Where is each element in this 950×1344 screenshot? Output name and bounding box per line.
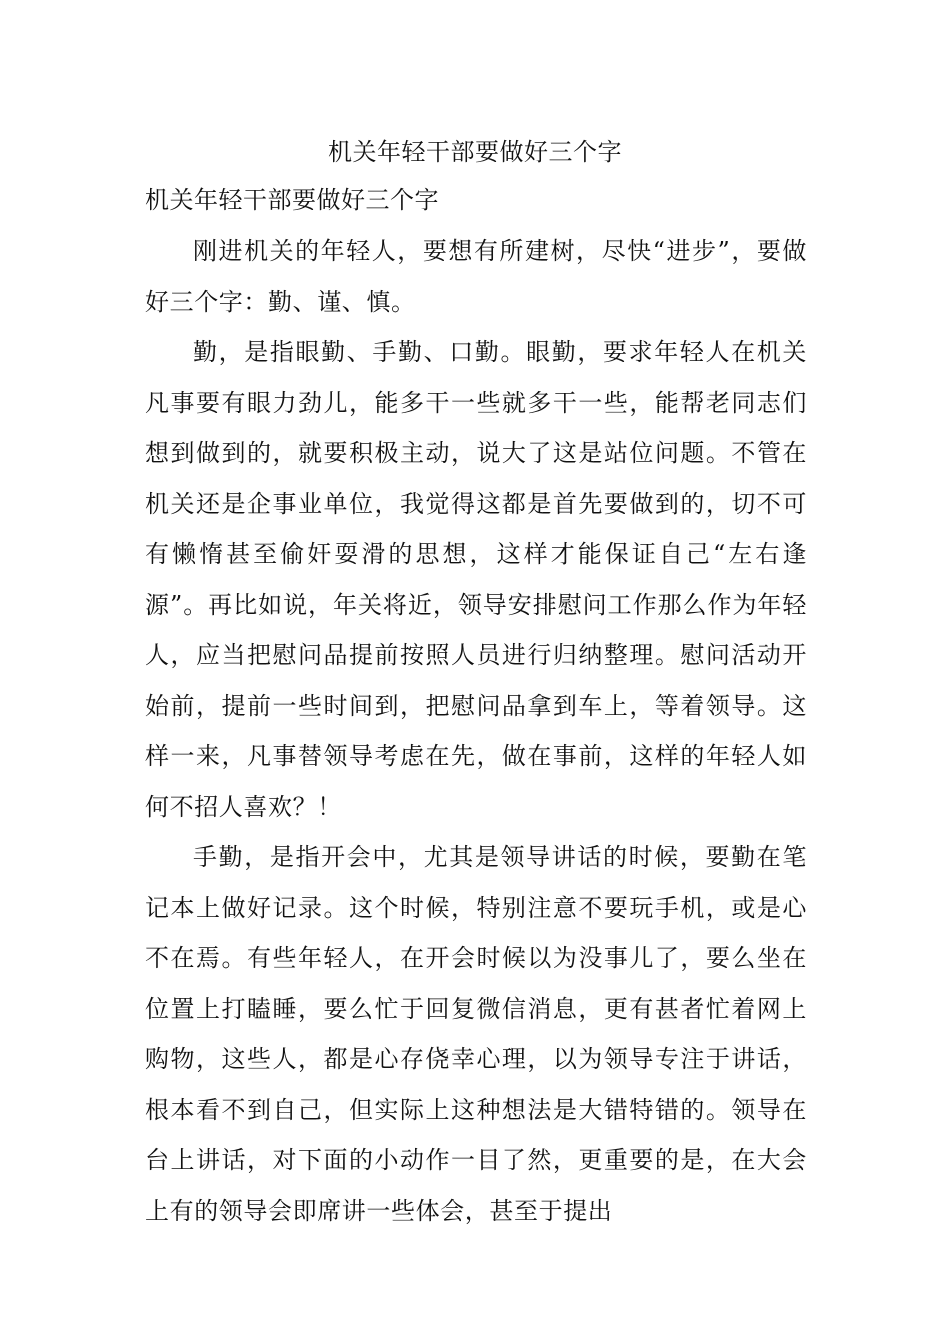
document-body	[145, 226, 807, 1236]
paragraph-qin: 勤，是指眼勤、手勤、口勤。眼勤，要求年轻人在机关凡事要有眼力劲儿，能多干一些就多干一些，能帮老同志们想到做到的，就要积极主动，说大了这是站位问题。不管在机关还是企事业单位，我觉得这都是首先要做到的，切不可有懒惰甚至偷奸耍滑的思想，这样才能保证自己“左右逢源”。再比如说，年关将近，领导安排慰问工作那么作为年轻人，应当把慰问品提前按照人员进行归纳整理。慰问活动开始前，提前一些时间到，把慰问品拿到车上，等着领导。这样一来，凡事替领导考虑在先，做在事前，这样的年轻人如何不招人喜欢？！	[145, 338, 807, 821]
paragraph-intro: 刚进机关的年轻人，要想有所建树，尽快“进步”，要做好三个字：勤、谨、慎。	[145, 237, 807, 316]
document-title: 机关年轻干部要做好三个字	[328, 138, 622, 166]
paragraph-shouqin: 手勤，是指开会中，尤其是领导讲话的时候，要勤在笔记本上做好记录。这个时候，特别注意不要玩手机，或是心不在焉。有些年轻人，在开会时候以为没事儿了，要么坐在位置上打瞌睡，要么忙于回复微信消息，更有甚者忙着网上购物，这些人，都是心存侥幸心理，以为领导专注于讲话，根本看不到自己，但实际上这种想法是大错特错的。领导在台上讲话，对下面的小动作一目了然，更重要的是，在大会上有的领导会即席讲一些体会，甚至于提出	[145, 843, 807, 1225]
document-subtitle: 机关年轻干部要做好三个字	[145, 186, 439, 214]
